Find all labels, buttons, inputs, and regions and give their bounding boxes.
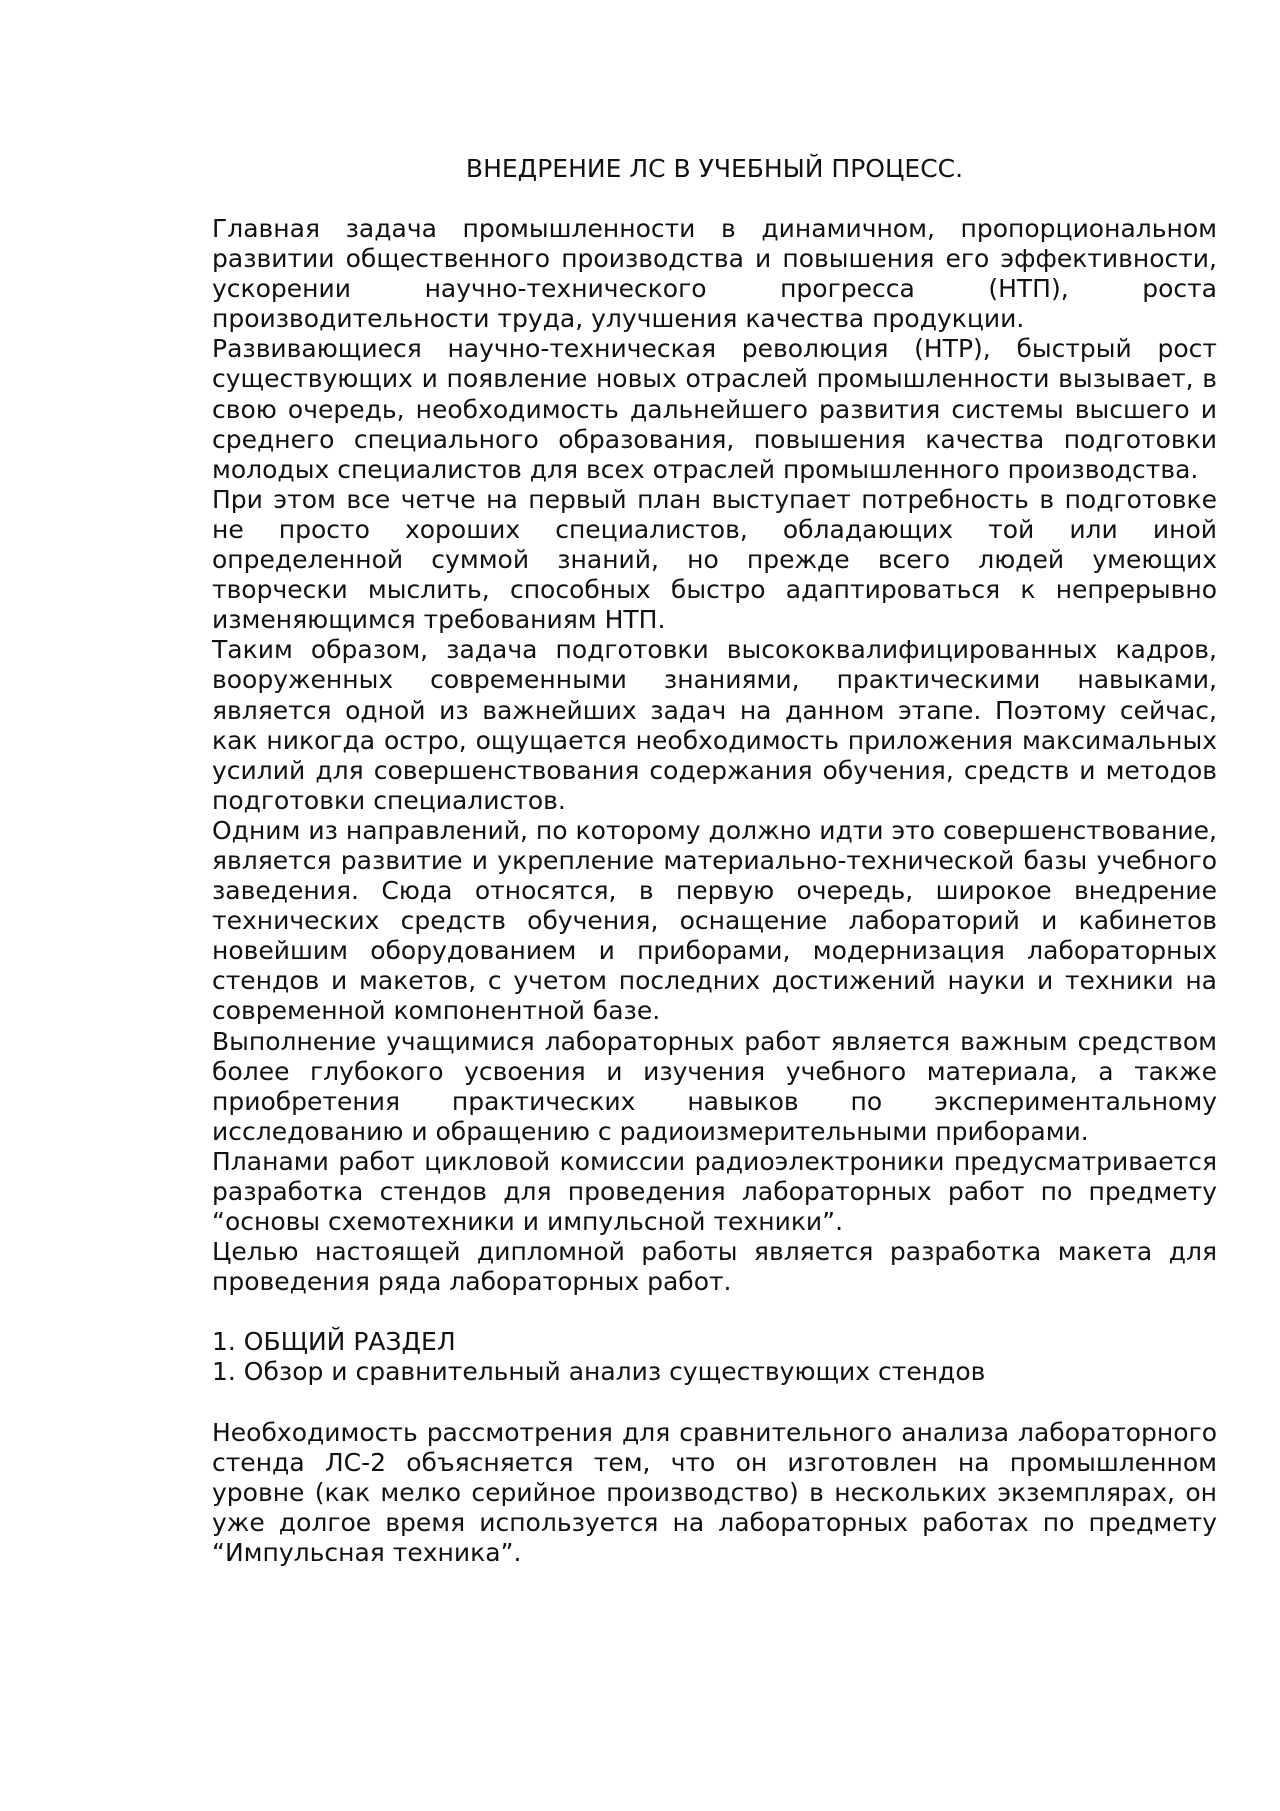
subsection-heading: 1. Обзор и сравнительный анализ существующих стендов: [212, 1357, 986, 1387]
paragraph-6: Выполнение учащимися лабораторных работ является важным средством более глубокого усвоения и изучения учебного материала, а также приобретения практических навыков по экспериментальному исследованию и обращению с радиоизмерительными приборами.: [212, 1026, 1217, 1146]
blank-line: [212, 1388, 1217, 1418]
paragraph-3: При этом все четче на первый план выступает потребность в подготовке не просто хороших специалистов, обладающих той или иной определенной суммой знаний, но прежде всего людей умеющих творчески мыслить, способных быстро адаптироваться к непрерывно изменяющимся требованиям НТП.: [212, 484, 1217, 635]
section-heading: 1. ОБЩИЙ РАЗДЕЛ: [212, 1327, 456, 1357]
document-body: [212, 154, 1217, 1568]
paragraph-2: Развивающиеся научно-техническая революция (НТР), быстрый рост существующих и появление новых отраслей промышленности вызывает, в свою очередь, необходимость дальнейшего развития системы высшего и среднего специального образования, повышения качества подготовки молодых специалистов для всех отраслей промышленного производства.: [212, 334, 1217, 484]
paragraph-4: Таким образом, задача подготовки высококвалифицированных кадров, вооруженных современными знаниями, практическими навыками, является одной из важнейших задач на данном этапе. Поэтому сейчас, как никогда остро, ощущается необходимость приложения максимальных усилий для совершенствования содержания обучения, средств и методов подготовки специалистов.: [212, 635, 1217, 815]
final-paragraph: Необходимость рассмотрения для сравнительного анализа лабораторного стенда ЛС-2 объясняется тем, что он изготовлен на промышленном уровне (как мелко серийное производство) в нескольких экземплярах, он уже долгое время используется на лабораторных работах по предмету “Импульсная техника”.: [212, 1417, 1217, 1567]
paragraph-7: Планами работ цикловой комиссии радиоэлектроники предусматривается разработка стендов для проведения лабораторных работ по предмету “основы схемотехники и импульсной техники”.: [212, 1146, 1217, 1237]
paragraph-8: Целью настоящей дипломной работы является разработка макета для проведения ряда лабораторных работ.: [212, 1237, 1217, 1297]
paragraph-5: Одним из направлений, по которому должно идти это совершенствование, является развитие и укрепление материально-технической базы учебного заведения. Сюда относятся, в первую очередь, широкое внедрение технических средств обучения, оснащение лабораторий и кабинетов новейшим оборудованием и приборами, модернизация лабораторных стендов и макетов, с учетом последних достижений науки и техники на современной компонентной базе.: [212, 815, 1217, 1026]
paragraph-1: Главная задача промышленности в динамичном, пропорциональном развитии общественного производства и повышения его эффективности, ускорении научно-технического прогресса (НТП), роста производительности труда, улучшения качества продукции.: [212, 214, 1217, 334]
blank-line: [212, 1297, 1217, 1327]
document-title: ВНЕДРЕНИЕ ЛС В УЧЕБНЫЙ ПРОЦЕСС.: [465, 154, 964, 183]
